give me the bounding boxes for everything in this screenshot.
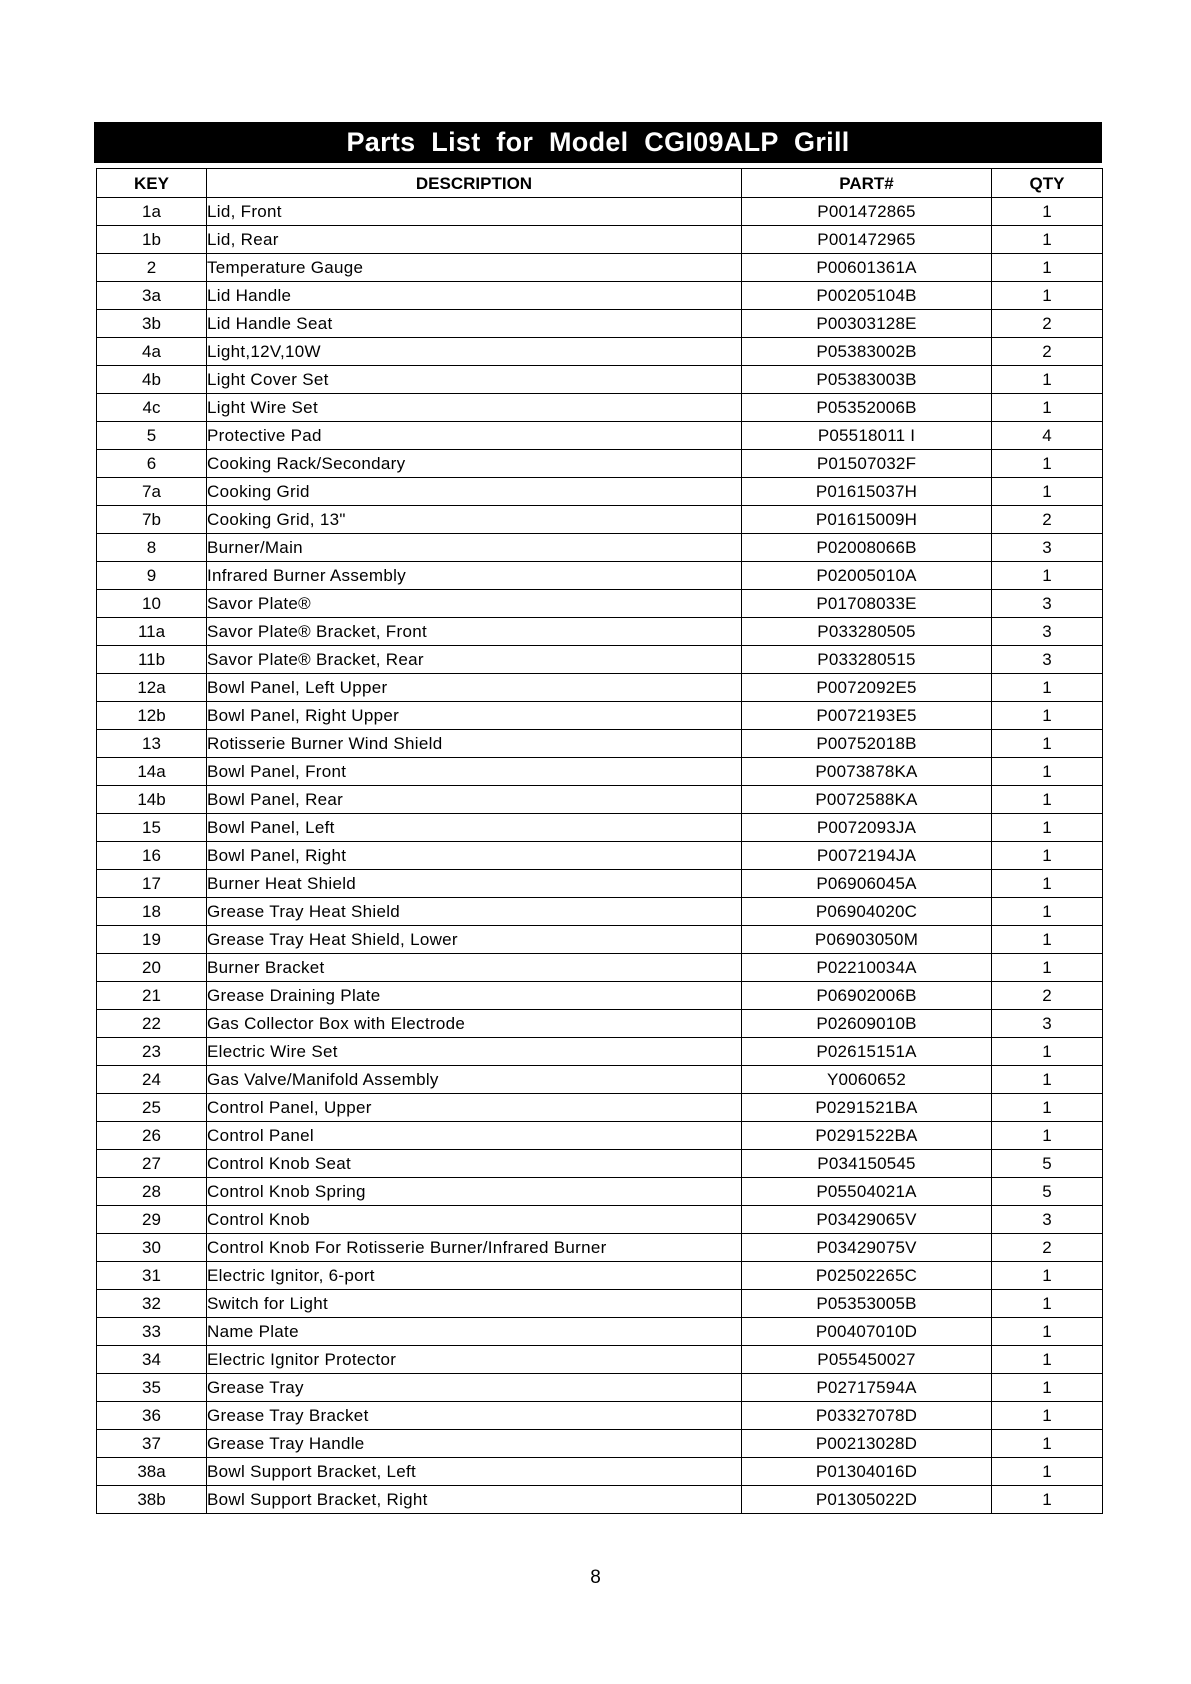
table-row	[97, 1178, 1103, 1206]
cell-key: 11a	[97, 618, 207, 646]
cell-part-number: P05383003B	[742, 366, 992, 394]
cell-qty: 2	[992, 310, 1103, 338]
cell-key: 35	[97, 1374, 207, 1402]
cell-part-number: P05518011 I	[742, 422, 992, 450]
cell-part-number: P01305022D	[742, 1486, 992, 1514]
cell-part-number: P02008066B	[742, 534, 992, 562]
cell-part-number: P02717594A	[742, 1374, 992, 1402]
cell-description: Cooking Grid	[207, 478, 742, 506]
cell-key: 31	[97, 1262, 207, 1290]
cell-part-number: P06902006B	[742, 982, 992, 1010]
cell-key: 2	[97, 254, 207, 282]
cell-description: Electric Ignitor Protector	[207, 1346, 742, 1374]
table-row	[97, 814, 1103, 842]
cell-qty: 1	[992, 1066, 1103, 1094]
table-row	[97, 282, 1103, 310]
table-row	[97, 1458, 1103, 1486]
cell-description: Grease Tray Heat Shield, Lower	[207, 926, 742, 954]
cell-description: Rotisserie Burner Wind Shield	[207, 730, 742, 758]
cell-part-number: P0073878KA	[742, 758, 992, 786]
cell-description: Bowl Panel, Left Upper	[207, 674, 742, 702]
cell-description: Bowl Panel, Front	[207, 758, 742, 786]
cell-description: Bowl Panel, Right Upper	[207, 702, 742, 730]
page-number: 8	[590, 1567, 601, 1588]
cell-qty: 1	[992, 1486, 1103, 1514]
cell-qty: 1	[992, 1122, 1103, 1150]
cell-key: 7b	[97, 506, 207, 534]
cell-qty: 1	[992, 702, 1103, 730]
cell-key: 16	[97, 842, 207, 870]
cell-description: Savor Plate®	[207, 590, 742, 618]
cell-qty: 1	[992, 450, 1103, 478]
cell-description: Bowl Panel, Left	[207, 814, 742, 842]
cell-description: Bowl Panel, Right	[207, 842, 742, 870]
cell-key: 17	[97, 870, 207, 898]
cell-description: Burner Heat Shield	[207, 870, 742, 898]
cell-part-number: P0072193E5	[742, 702, 992, 730]
table-row	[97, 674, 1103, 702]
table-row	[97, 226, 1103, 254]
cell-qty: 1	[992, 1458, 1103, 1486]
cell-key: 9	[97, 562, 207, 590]
cell-qty: 1	[992, 1038, 1103, 1066]
table-row	[97, 1094, 1103, 1122]
cell-key: 25	[97, 1094, 207, 1122]
cell-part-number: P0291522BA	[742, 1122, 992, 1150]
cell-part-number: P00601361A	[742, 254, 992, 282]
cell-key: 38a	[97, 1458, 207, 1486]
cell-qty: 1	[992, 758, 1103, 786]
table-row	[97, 618, 1103, 646]
cell-qty: 1	[992, 1430, 1103, 1458]
table-row	[97, 1066, 1103, 1094]
cell-description: Gas Valve/Manifold Assembly	[207, 1066, 742, 1094]
cell-description: Grease Tray	[207, 1374, 742, 1402]
table-row	[97, 1346, 1103, 1374]
table-row	[97, 702, 1103, 730]
cell-description: Control Knob	[207, 1206, 742, 1234]
table-row	[97, 1430, 1103, 1458]
table-row	[97, 926, 1103, 954]
table-header-row	[97, 169, 1103, 198]
cell-key: 12a	[97, 674, 207, 702]
cell-qty: 1	[992, 254, 1103, 282]
table-row	[97, 982, 1103, 1010]
table-row	[97, 1374, 1103, 1402]
cell-key: 11b	[97, 646, 207, 674]
cell-key: 4b	[97, 366, 207, 394]
table-row	[97, 1038, 1103, 1066]
table-row	[97, 198, 1103, 226]
header-qty: QTY	[992, 169, 1103, 198]
cell-qty: 1	[992, 198, 1103, 226]
cell-part-number: P01507032F	[742, 450, 992, 478]
cell-qty: 5	[992, 1150, 1103, 1178]
table-row	[97, 786, 1103, 814]
cell-description: Light Cover Set	[207, 366, 742, 394]
cell-description: Bowl Support Bracket, Left	[207, 1458, 742, 1486]
cell-qty: 1	[992, 1374, 1103, 1402]
cell-key: 20	[97, 954, 207, 982]
cell-description: Electric Ignitor, 6-port	[207, 1262, 742, 1290]
cell-key: 19	[97, 926, 207, 954]
cell-description: Burner/Main	[207, 534, 742, 562]
table-row	[97, 562, 1103, 590]
cell-qty: 1	[992, 842, 1103, 870]
cell-qty: 5	[992, 1178, 1103, 1206]
cell-key: 34	[97, 1346, 207, 1374]
cell-key: 28	[97, 1178, 207, 1206]
cell-description: Grease Draining Plate	[207, 982, 742, 1010]
table-row	[97, 590, 1103, 618]
cell-qty: 1	[992, 954, 1103, 982]
cell-part-number: P00213028D	[742, 1430, 992, 1458]
cell-part-number: P0072092E5	[742, 674, 992, 702]
cell-part-number: P01708033E	[742, 590, 992, 618]
cell-description: Control Knob Seat	[207, 1150, 742, 1178]
cell-qty: 3	[992, 618, 1103, 646]
cell-description: Switch for Light	[207, 1290, 742, 1318]
cell-description: Name Plate	[207, 1318, 742, 1346]
table-row	[97, 1402, 1103, 1430]
cell-qty: 3	[992, 534, 1103, 562]
table-row	[97, 954, 1103, 982]
cell-description: Grease Tray Bracket	[207, 1402, 742, 1430]
cell-qty: 2	[992, 506, 1103, 534]
cell-qty: 1	[992, 1290, 1103, 1318]
cell-part-number: P05353005B	[742, 1290, 992, 1318]
cell-description: Bowl Panel, Rear	[207, 786, 742, 814]
table-row	[97, 646, 1103, 674]
header-key: KEY	[97, 169, 207, 198]
table-row	[97, 842, 1103, 870]
cell-key: 13	[97, 730, 207, 758]
table-row	[97, 366, 1103, 394]
cell-part-number: P0072194JA	[742, 842, 992, 870]
cell-qty: 2	[992, 338, 1103, 366]
cell-qty: 2	[992, 982, 1103, 1010]
cell-qty: 1	[992, 730, 1103, 758]
cell-part-number: P02615151A	[742, 1038, 992, 1066]
cell-qty: 1	[992, 814, 1103, 842]
cell-key: 8	[97, 534, 207, 562]
cell-key: 4c	[97, 394, 207, 422]
cell-description: Cooking Grid, 13"	[207, 506, 742, 534]
table-row	[97, 1150, 1103, 1178]
table-row	[97, 534, 1103, 562]
cell-part-number: P001472865	[742, 198, 992, 226]
cell-qty: 1	[992, 926, 1103, 954]
cell-description: Control Panel	[207, 1122, 742, 1150]
cell-part-number: P0291521BA	[742, 1094, 992, 1122]
cell-key: 6	[97, 450, 207, 478]
cell-qty: 1	[992, 1402, 1103, 1430]
cell-part-number: P01615009H	[742, 506, 992, 534]
parts-table-body	[97, 198, 1103, 1514]
cell-description: Lid Handle	[207, 282, 742, 310]
parts-table	[96, 168, 1103, 1514]
cell-qty: 1	[992, 1094, 1103, 1122]
cell-key: 24	[97, 1066, 207, 1094]
table-row	[97, 310, 1103, 338]
cell-description: Cooking Rack/Secondary	[207, 450, 742, 478]
page-title: Parts List for Model CGI09ALP Grill	[94, 122, 1102, 163]
table-row	[97, 1010, 1103, 1038]
cell-qty: 3	[992, 1206, 1103, 1234]
table-row	[97, 338, 1103, 366]
cell-key: 32	[97, 1290, 207, 1318]
cell-part-number: P03429065V	[742, 1206, 992, 1234]
cell-description: Gas Collector Box with Electrode	[207, 1010, 742, 1038]
cell-description: Grease Tray Handle	[207, 1430, 742, 1458]
cell-key: 37	[97, 1430, 207, 1458]
cell-key: 27	[97, 1150, 207, 1178]
cell-part-number: P02502265C	[742, 1262, 992, 1290]
cell-description: Control Knob For Rotisserie Burner/Infrared Burner	[207, 1234, 742, 1262]
table-row	[97, 1290, 1103, 1318]
cell-description: Lid, Rear	[207, 226, 742, 254]
cell-description: Savor Plate® Bracket, Rear	[207, 646, 742, 674]
cell-description: Bowl Support Bracket, Right	[207, 1486, 742, 1514]
cell-key: 33	[97, 1318, 207, 1346]
cell-part-number: P0072093JA	[742, 814, 992, 842]
header-part-number: PART#	[742, 169, 992, 198]
table-row	[97, 1234, 1103, 1262]
cell-qty: 1	[992, 870, 1103, 898]
cell-qty: 3	[992, 1010, 1103, 1038]
table-row	[97, 450, 1103, 478]
cell-part-number: P0072588KA	[742, 786, 992, 814]
cell-key: 21	[97, 982, 207, 1010]
table-row	[97, 730, 1103, 758]
cell-part-number: P02210034A	[742, 954, 992, 982]
table-row	[97, 870, 1103, 898]
cell-part-number: P06903050M	[742, 926, 992, 954]
cell-qty: 1	[992, 226, 1103, 254]
cell-key: 10	[97, 590, 207, 618]
cell-description: Infrared Burner Assembly	[207, 562, 742, 590]
cell-key: 3a	[97, 282, 207, 310]
cell-part-number: P00407010D	[742, 1318, 992, 1346]
table-row	[97, 254, 1103, 282]
cell-description: Control Knob Spring	[207, 1178, 742, 1206]
cell-description: Lid, Front	[207, 198, 742, 226]
cell-part-number: P033280515	[742, 646, 992, 674]
cell-part-number: P034150545	[742, 1150, 992, 1178]
cell-key: 38b	[97, 1486, 207, 1514]
cell-part-number: P03429075V	[742, 1234, 992, 1262]
cell-part-number: P02005010A	[742, 562, 992, 590]
cell-description: Protective Pad	[207, 422, 742, 450]
cell-key: 30	[97, 1234, 207, 1262]
cell-qty: 2	[992, 1234, 1103, 1262]
cell-qty: 3	[992, 646, 1103, 674]
header-description: DESCRIPTION	[207, 169, 742, 198]
cell-key: 14b	[97, 786, 207, 814]
cell-description: Light,12V,10W	[207, 338, 742, 366]
cell-key: 1a	[97, 198, 207, 226]
table-row	[97, 478, 1103, 506]
cell-part-number: P05504021A	[742, 1178, 992, 1206]
cell-description: Burner Bracket	[207, 954, 742, 982]
cell-qty: 1	[992, 786, 1103, 814]
cell-qty: 1	[992, 394, 1103, 422]
cell-part-number: P001472965	[742, 226, 992, 254]
cell-qty: 4	[992, 422, 1103, 450]
cell-part-number: P00303128E	[742, 310, 992, 338]
cell-part-number: P055450027	[742, 1346, 992, 1374]
cell-qty: 1	[992, 898, 1103, 926]
cell-qty: 1	[992, 562, 1103, 590]
cell-part-number: P02609010B	[742, 1010, 992, 1038]
table-row	[97, 1486, 1103, 1514]
cell-part-number: P05352006B	[742, 394, 992, 422]
cell-key: 29	[97, 1206, 207, 1234]
cell-qty: 1	[992, 1318, 1103, 1346]
table-row	[97, 758, 1103, 786]
table-row	[97, 1318, 1103, 1346]
cell-description: Electric Wire Set	[207, 1038, 742, 1066]
cell-key: 23	[97, 1038, 207, 1066]
cell-description: Temperature Gauge	[207, 254, 742, 282]
cell-key: 14a	[97, 758, 207, 786]
table-row	[97, 898, 1103, 926]
cell-part-number: P033280505	[742, 618, 992, 646]
cell-description: Grease Tray Heat Shield	[207, 898, 742, 926]
cell-part-number: P06904020C	[742, 898, 992, 926]
cell-description: Lid Handle Seat	[207, 310, 742, 338]
table-row	[97, 394, 1103, 422]
cell-qty: 1	[992, 282, 1103, 310]
cell-key: 1b	[97, 226, 207, 254]
cell-part-number: P06906045A	[742, 870, 992, 898]
cell-description: Control Panel, Upper	[207, 1094, 742, 1122]
table-row	[97, 1122, 1103, 1150]
cell-key: 36	[97, 1402, 207, 1430]
cell-part-number: Y0060652	[742, 1066, 992, 1094]
cell-key: 3b	[97, 310, 207, 338]
cell-part-number: P03327078D	[742, 1402, 992, 1430]
cell-part-number: P01304016D	[742, 1458, 992, 1486]
cell-key: 7a	[97, 478, 207, 506]
cell-key: 18	[97, 898, 207, 926]
table-row	[97, 1206, 1103, 1234]
cell-qty: 1	[992, 1262, 1103, 1290]
cell-qty: 3	[992, 590, 1103, 618]
cell-qty: 1	[992, 478, 1103, 506]
cell-key: 15	[97, 814, 207, 842]
cell-description: Light Wire Set	[207, 394, 742, 422]
cell-qty: 1	[992, 674, 1103, 702]
cell-part-number: P00752018B	[742, 730, 992, 758]
cell-key: 22	[97, 1010, 207, 1038]
cell-qty: 1	[992, 366, 1103, 394]
cell-part-number: P00205104B	[742, 282, 992, 310]
table-row	[97, 1262, 1103, 1290]
table-row	[97, 506, 1103, 534]
cell-key: 4a	[97, 338, 207, 366]
cell-key: 5	[97, 422, 207, 450]
cell-part-number: P05383002B	[742, 338, 992, 366]
cell-part-number: P01615037H	[742, 478, 992, 506]
cell-key: 26	[97, 1122, 207, 1150]
cell-description: Savor Plate® Bracket, Front	[207, 618, 742, 646]
cell-key: 12b	[97, 702, 207, 730]
cell-qty: 1	[992, 1346, 1103, 1374]
table-row	[97, 422, 1103, 450]
